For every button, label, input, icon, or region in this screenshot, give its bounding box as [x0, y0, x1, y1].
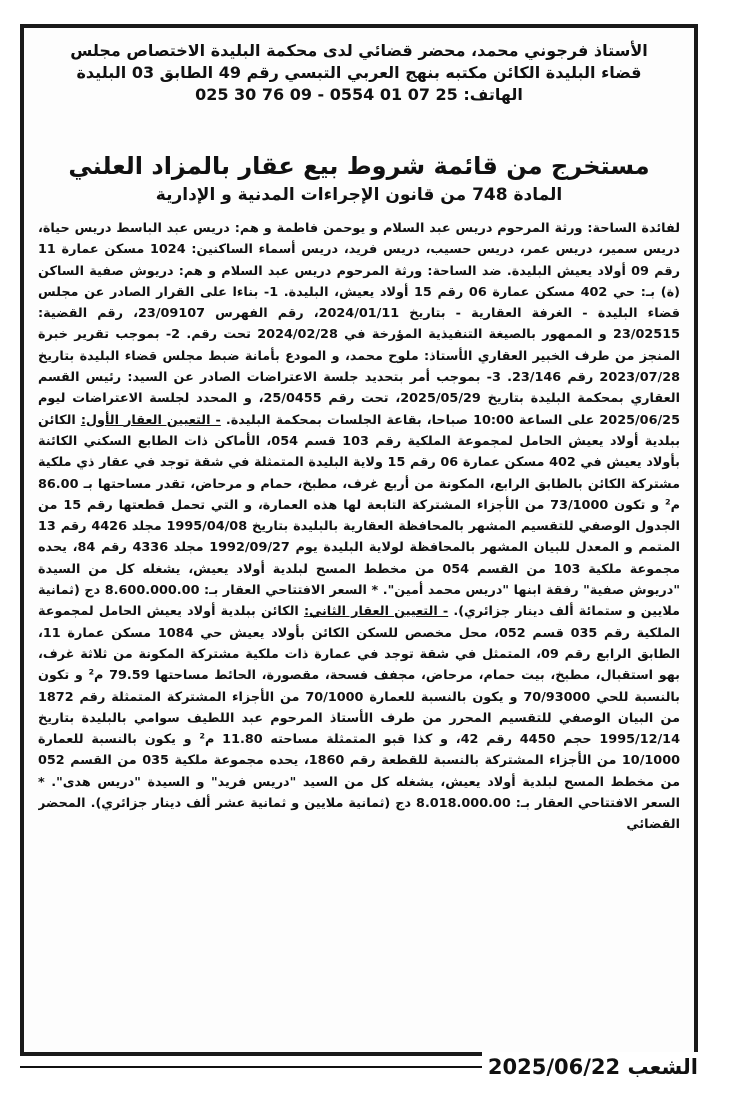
newspaper-name: الشعب [627, 1055, 698, 1079]
publication-footer [20, 1052, 698, 1084]
bailiff-name-line: الأستاذ فرجوني محمد، محضر قضائي لدى محكمة البليدة الاختصاص مجلس [70, 41, 648, 60]
bailiff-signature: المحضر القضائي [38, 796, 680, 833]
legal-notice-box [20, 24, 698, 1056]
publication-date: 2025/06/22 [487, 1055, 621, 1079]
lot-one-description: الكائن ببلدية أولاد يعيش الحامل لمجموعة الملكية رقم 103 قسم 054، الأماكن ذات الطابع السكني الكائنة بأولاد يعيش في 402 مسكن عمارة 06 رقم 15 ولاية البليدة المتمثلة في شقة توجد في عقار ذي ملكية مشتركة الكائن بالطابق الرابع، المكونة من أربع غرف، مطبخ، حمام و مرحاض، تقدر مساحتها بـ 86.00 م² و تكون 73/1000 من الأجزاء المشتركة التابعة لها هذه العمارة، و التي تحمل قطعتها رقم 15 من الجدول الوصفي للتقسيم المشهر بالمحافظة العقارية بالبليدة بتاريخ 1995/04/08 مجلد 4426 رقم 13 المتمم و المعدل للبيان المشهر بالمحافظة لولاية البليدة يوم 1992/09/27 مجلد 4336 رقم 84، يحده مجموعة ملكية 103 من القسم 054 من مخطط المسح لبلدية أولاد يعيش، يشغله كل من السيدة "دريوش صفية" رفقة ابنها "دريس محمد أمين". * السعر الافتتاحي العقار بـ: 8.600.000.00 دج (ثمانية ملايين و ستمائة ألف دينار جزائري). [38, 412, 680, 620]
lot-one-heading: - التعيين العقار الأول: [80, 412, 221, 428]
parties-and-procedure-text: لفائدة الساحة: ورثة المرحوم دريس عبد السلام و يوحمن فاطمة و هم: دريس عبد الباسط دريس حياة، دريس سمير، دريس عمر، دريس حسيب، دريس فريد، دريس أسماء الساكنين: 1024 مسكن عمارة 11 رقم 09 أولاد يعيش البليدة. ضد الساحة: ورثة المرحوم دريس عبد السلام و هم: دريوش صفية الساكن (ة) بـ: حي 402 مسكن عمارة 06 رقم 15 أولاد يعيش، البليدة. 1- بناءا على القرار الصادر عن مجلس قضاء البليدة - الغرفة العقارية - بتاريخ 2024/01/11، رقم الفهرس 23/09107، رقم القضية: 23/02515 و الممهور بالصيغة التنفيذية المؤرخة في 2024/02/28 تحت رقم. 2- بموجب تقرير خبرة المنجز من طرف الخبير العقاري الأستاذ: ملوح محمد، و المودع بأمانة ضبط مجلس قضاء البليدة بتاريخ 2023/07/28 رقم 23/146. 3- بموجب أمر بتحديد جلسة الاعتراضات الصادر عن السيد: رئيس القسم العقاري بمحكمة البليدة بتاريخ 2025/05/29، تحت رقم 25/0455، و المحدد لجلسة الاعتراضات ليوم 2025/06/25 على الساعة 10:00 صباحا، بقاعة الجلسات بمحكمة البليدة. [38, 221, 680, 428]
notice-body [38, 218, 680, 1040]
phone-numbers: 025 30 76 09 - 0554 01 07 25 [195, 85, 458, 104]
footer-divider [20, 1066, 488, 1068]
phone-label: الهاتف: [463, 85, 523, 104]
notice-title [44, 150, 674, 208]
lot-two-heading: - التعيين العقار الثاني: [303, 604, 449, 620]
bailiff-address-line: قضاء البليدة الكائن مكتبه بنهج العربي التبسي رقم 49 الطابق 03 البليدة [76, 63, 642, 82]
lot-two-description: الكائن ببلدية أولاد يعيش الحامل لمجموعة الملكية رقم 035 قسم 052، محل مخصص للسكن الكائن بأولاد يعيش حي 1084 مسكن عمارة 11، الطابق الرابع رقم 09، المتمثل في شقة توجد في عمارة ذات ملكية مشتركة المكونة من ثلاثة غرف، بهو استقبال، مطبخ، بيت حمام، مرحاض، مجفف فسحة، مقصورة، الحائط مساحتها 79.59 م² و تكون بالنسبة للحي 70/93000 و يكون بالنسبة للعمارة 70/1000 من الأجزاء المشتركة المتمثلة رقم 1872 من البيان الوصفي للتقسيم المحرر من طرف الأستاذ المرحوم عبد اللطيف سوامي بالبليدة بتاريخ 1995/12/14 حجم 4450 رقم 42، و كذا قبو المتمثلة مساحته 11.80 م² و يكون بالنسبة للعمارة 10/1000 من الأجزاء المشتركة بالنسبة للقطعة رقم 1860، يحده مجموعة ملكية 035 من القسم 052 من مخطط المسح لبلدية أولاد يعيش، يشغله كل من السيد "دريس فريد" و السيدة "دريس هدى". * السعر الافتتاحي العقار بـ: 8.018.000.00 دج (ثمانية ملايين و ثمانية عشر ألف دينار جزائري). [38, 604, 680, 812]
notice-main-title: مستخرج من قائمة شروط بيع عقار بالمزاد العلني [68, 152, 650, 180]
notice-paragraph-parties [38, 218, 680, 836]
newspaper-stamp [482, 1052, 698, 1082]
notice-subtitle: المادة 748 من قانون الإجراءات المدنية و الإدارية [155, 185, 563, 205]
phone-line [40, 84, 678, 106]
notice-header [40, 40, 678, 106]
